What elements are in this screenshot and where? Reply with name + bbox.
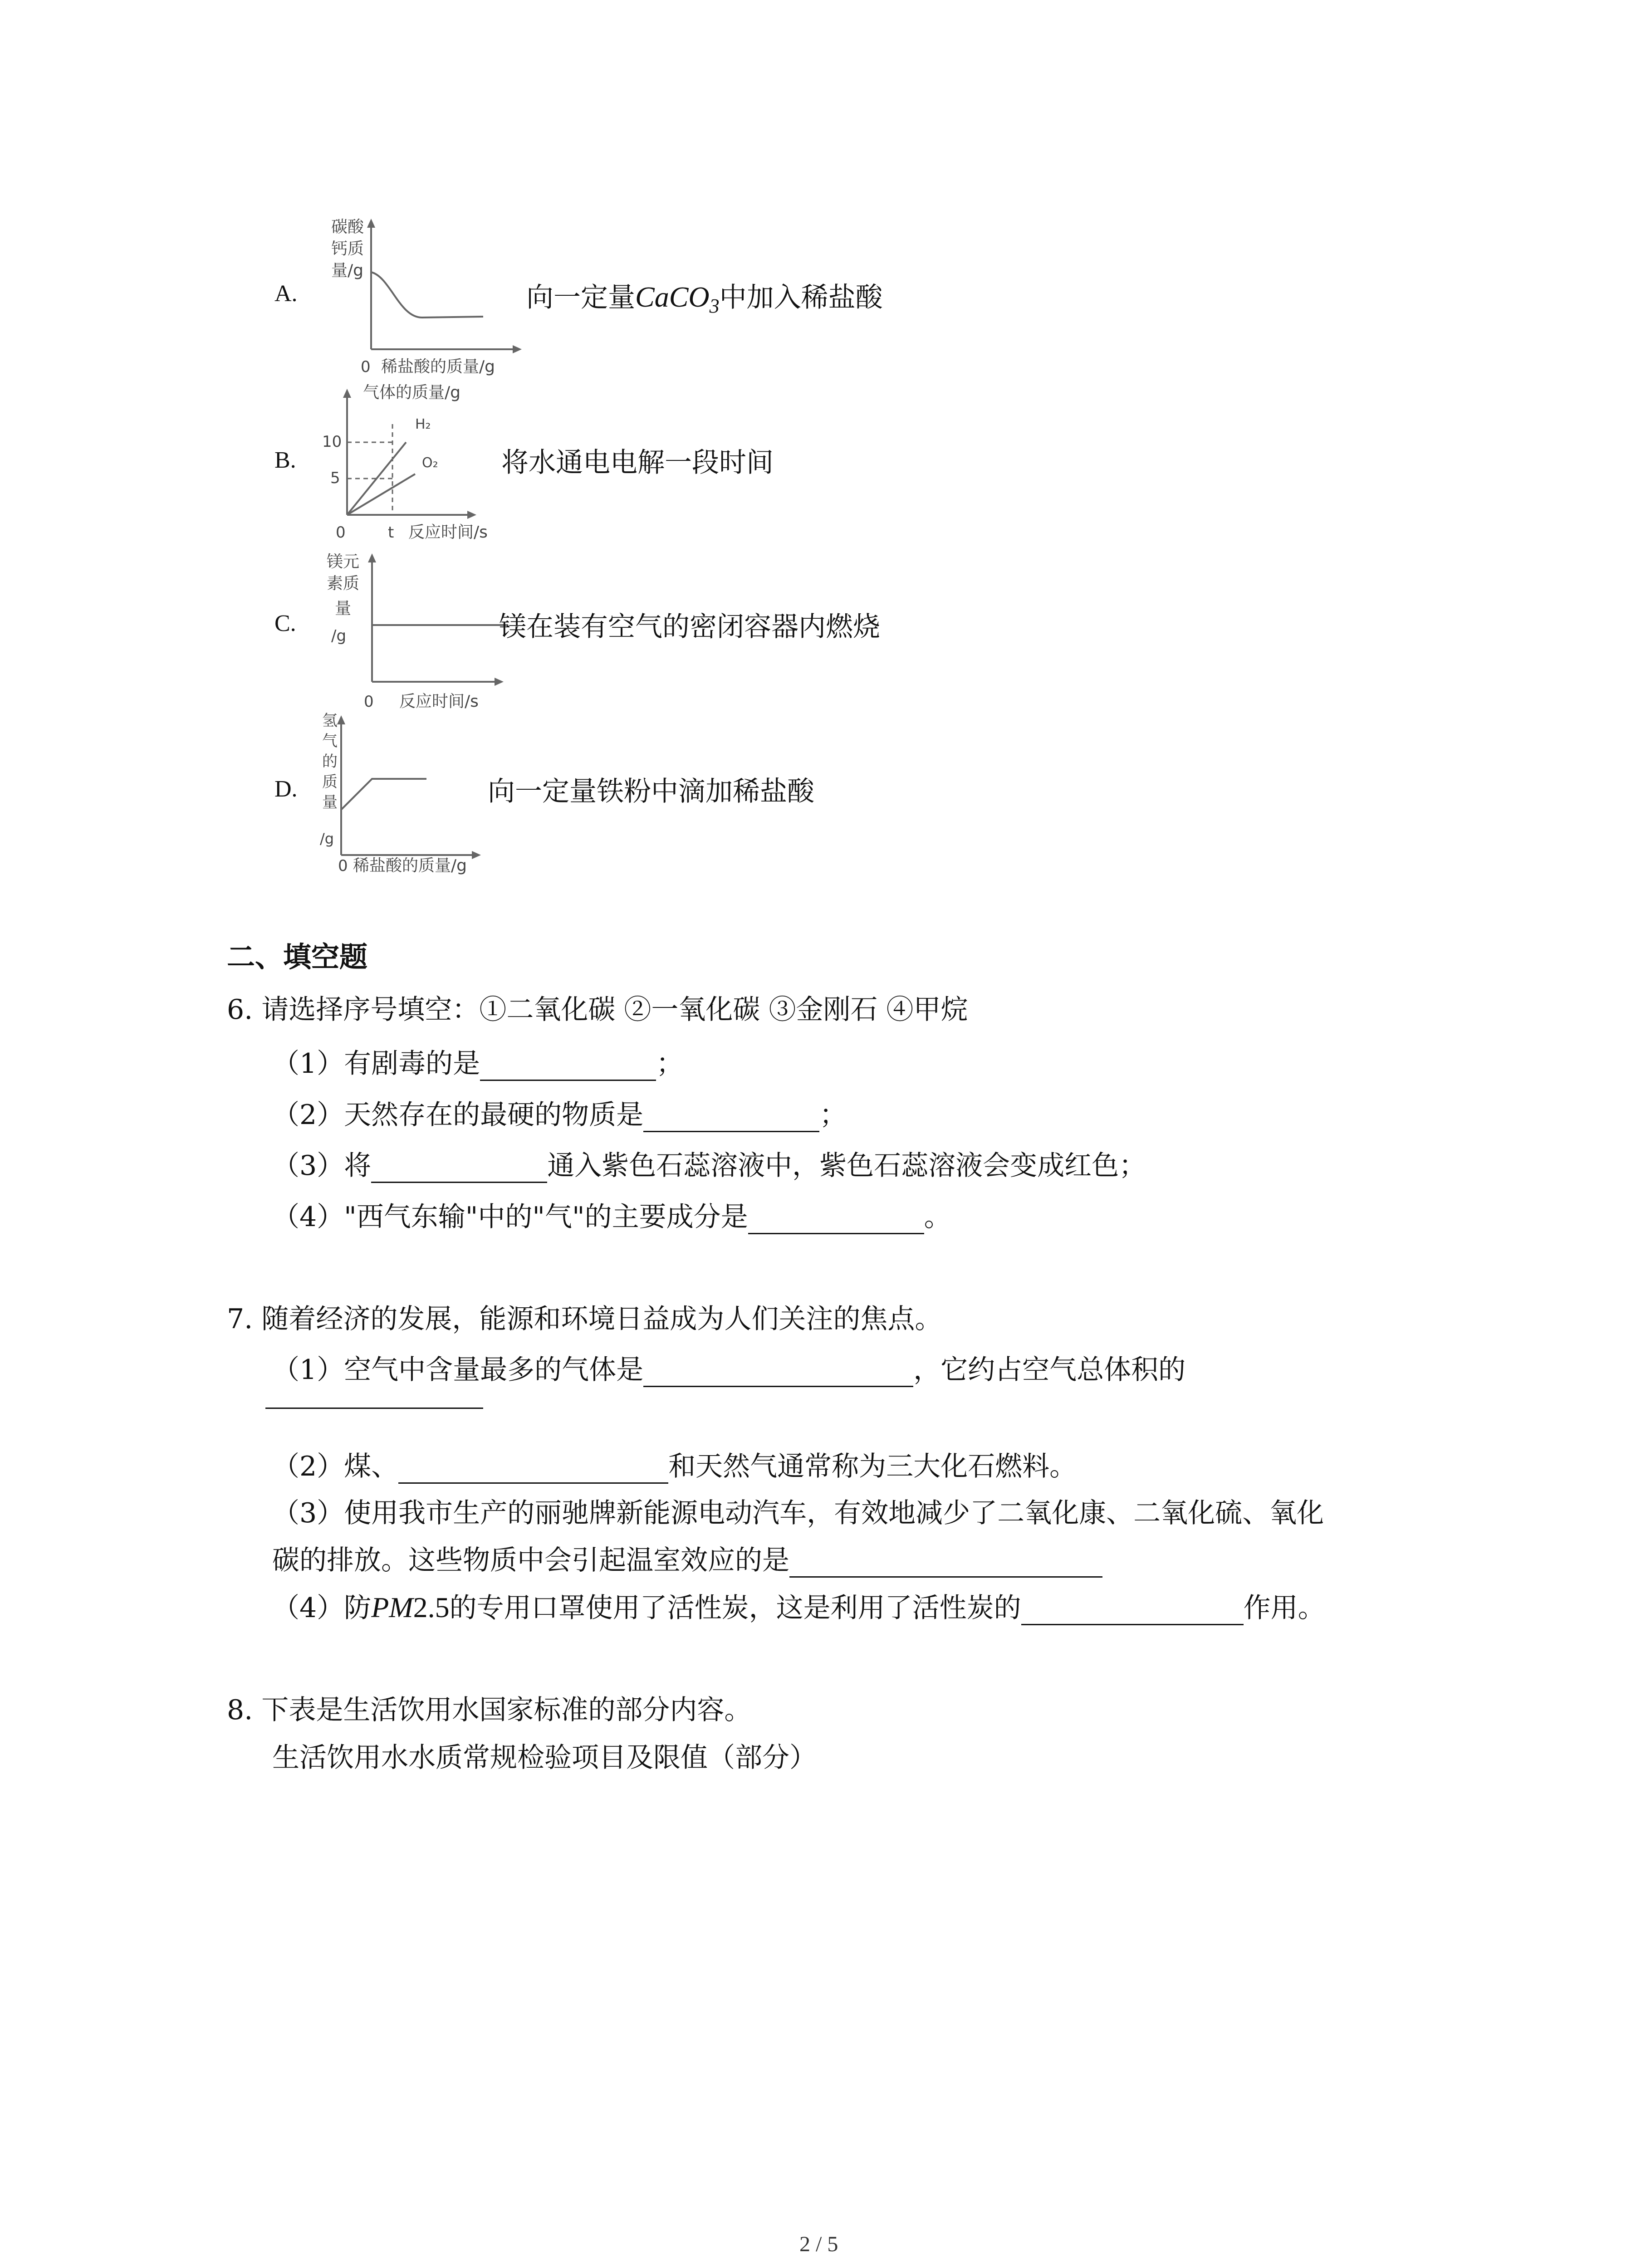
option-b-series-h2: H₂ xyxy=(415,416,431,432)
option-d-letter: D. xyxy=(274,776,298,802)
q7-part1 xyxy=(272,1348,1185,1387)
q7-part3-blank[interactable] xyxy=(789,1550,1102,1578)
option-c-ylabel-3: 量 xyxy=(335,599,352,618)
option-a-formula: CaCO xyxy=(635,281,710,313)
q7-part3-label: 碳的排放。这些物质中会引起温室效应的是 xyxy=(272,1545,789,1576)
option-a-text xyxy=(526,276,883,318)
q7-part2-end: 和天然气通常称为三大化石燃料。 xyxy=(668,1451,1077,1482)
option-b-series-o2: O₂ xyxy=(422,455,438,471)
q7-part4-mid: 的专用口罩使用了活性炭，这是利用了活性炭的 xyxy=(449,1592,1021,1624)
option-d-graph xyxy=(313,710,513,882)
q6-part4-label: （4）"西气东输"中的"气"的主要成分是 xyxy=(272,1201,748,1233)
option-b-t-tick: t xyxy=(388,523,394,542)
q7-part1-label: （1）空气中含量最多的气体是 xyxy=(272,1354,644,1386)
option-c-xlabel: 反应时间/s xyxy=(399,692,479,711)
option-d-xlabel: 稀盐酸的质量/g xyxy=(353,856,467,875)
option-b-letter: B. xyxy=(274,447,296,473)
option-d-ylabel-3: 的 xyxy=(322,753,338,771)
option-a-text-before: 向一定量 xyxy=(526,282,635,313)
q7-part3-line2 xyxy=(272,1539,1102,1578)
option-c-text: 镁在装有空气的密闭容器内燃烧 xyxy=(499,611,880,643)
q7-part1-blank-a[interactable] xyxy=(643,1359,913,1387)
q6-part3-label: （3）将 xyxy=(272,1150,372,1182)
option-c-ylabel-2: 素质 xyxy=(327,574,360,593)
section-title: 二、填空题 xyxy=(227,940,368,973)
q7-part2 xyxy=(272,1445,1077,1484)
q7-stem: 7. 随着经济的发展，能源和环境日益成为人们关注的焦点。 xyxy=(227,1303,942,1335)
q7-part1-blank-b[interactable] xyxy=(265,1408,483,1409)
q6-part1-label: （1）有剧毒的是 xyxy=(272,1048,480,1080)
option-b-tick-10: 10 xyxy=(322,433,342,451)
q6-part1 xyxy=(272,1042,683,1081)
option-b-xlabel: 反应时间/s xyxy=(408,523,488,542)
q7-part4-pm: PM xyxy=(371,1591,413,1623)
option-a-formula-sub: 3 xyxy=(709,295,720,317)
option-a-graph xyxy=(313,213,531,386)
q7-part2-label: （2）煤、 xyxy=(272,1451,399,1482)
q7-part4-end: 作用。 xyxy=(1243,1592,1325,1624)
option-d-ylabel-5: 量 xyxy=(322,793,338,811)
q6-part2-label: （2）天然存在的最硬的物质是 xyxy=(272,1099,644,1131)
option-d-ylabel-4: 质 xyxy=(322,773,338,791)
option-c-ylabel-4: /g xyxy=(331,627,347,645)
q7-part1-mid: ，它约占空气总体积的 xyxy=(913,1354,1186,1386)
option-c-graph xyxy=(313,548,513,716)
q7-part3-line1: （3）使用我市生产的丽驰牌新能源电动汽车，有效地减少了二氧化康、二氧化硫、氧化 xyxy=(272,1497,1324,1529)
option-a-ylabel-1: 碳酸 xyxy=(331,218,364,236)
q7-part4-blank[interactable] xyxy=(1021,1598,1244,1625)
option-a-text-after: 中加入稀盐酸 xyxy=(719,282,883,313)
q7-part4-num: 2.5 xyxy=(413,1591,450,1623)
q7-part4 xyxy=(272,1586,1325,1625)
q7-part4-label: （4）防 xyxy=(272,1592,372,1624)
option-c-letter: C. xyxy=(274,611,296,636)
option-d-ylabel-2: 气 xyxy=(322,732,338,750)
q6-part2-blank[interactable] xyxy=(643,1105,819,1132)
q6-part3-blank[interactable] xyxy=(371,1155,547,1183)
option-a-ylabel-2: 钙质 xyxy=(331,240,364,258)
option-a-xlabel: 稀盐酸的质量/g xyxy=(381,357,495,376)
option-a-ylabel-3: 量/g xyxy=(331,261,363,280)
q7-part2-blank[interactable] xyxy=(398,1456,668,1484)
page-number: 2 / 5 xyxy=(799,2232,838,2256)
q6-part4-end: 。 xyxy=(924,1201,951,1233)
q6-stem: 6. 请选择序号填空：①二氧化碳 ②一氧化碳 ③金刚石 ④甲烷 xyxy=(227,994,968,1026)
q6-part4-blank[interactable] xyxy=(748,1207,924,1234)
option-d-ylabel-6: /g xyxy=(320,830,334,847)
q6-part1-blank[interactable] xyxy=(480,1053,656,1081)
option-d-origin: 0 xyxy=(338,857,348,875)
option-b-origin: 0 xyxy=(336,523,346,542)
q6-part3-end: 通入紫色石蕊溶液中，紫色石蕊溶液会变成红色； xyxy=(547,1150,1146,1182)
option-c-ylabel-1: 镁元 xyxy=(327,552,360,571)
q6-part4 xyxy=(272,1195,951,1234)
q6-part2-end: ； xyxy=(819,1099,847,1131)
option-c-origin: 0 xyxy=(364,693,374,711)
q8-stem: 8. 下表是生活饮用水国家标准的部分内容。 xyxy=(227,1694,752,1726)
q6-part1-end: ； xyxy=(656,1048,684,1080)
option-b-tick-5: 5 xyxy=(330,469,340,487)
option-b-text: 将水通电电解一段时间 xyxy=(501,447,774,479)
option-b-ylabel: 气体的质量/g xyxy=(363,383,460,402)
option-d-ylabel-1: 氢 xyxy=(322,712,338,730)
option-a-letter: A. xyxy=(274,281,298,307)
q6-part3 xyxy=(272,1144,1146,1183)
q8-caption: 生活饮用水水质常规检验项目及限值（部分） xyxy=(272,1742,817,1774)
option-d-text: 向一定量铁粉中滴加稀盐酸 xyxy=(488,776,814,807)
q6-part2 xyxy=(272,1093,847,1132)
option-a-origin: 0 xyxy=(361,358,371,376)
